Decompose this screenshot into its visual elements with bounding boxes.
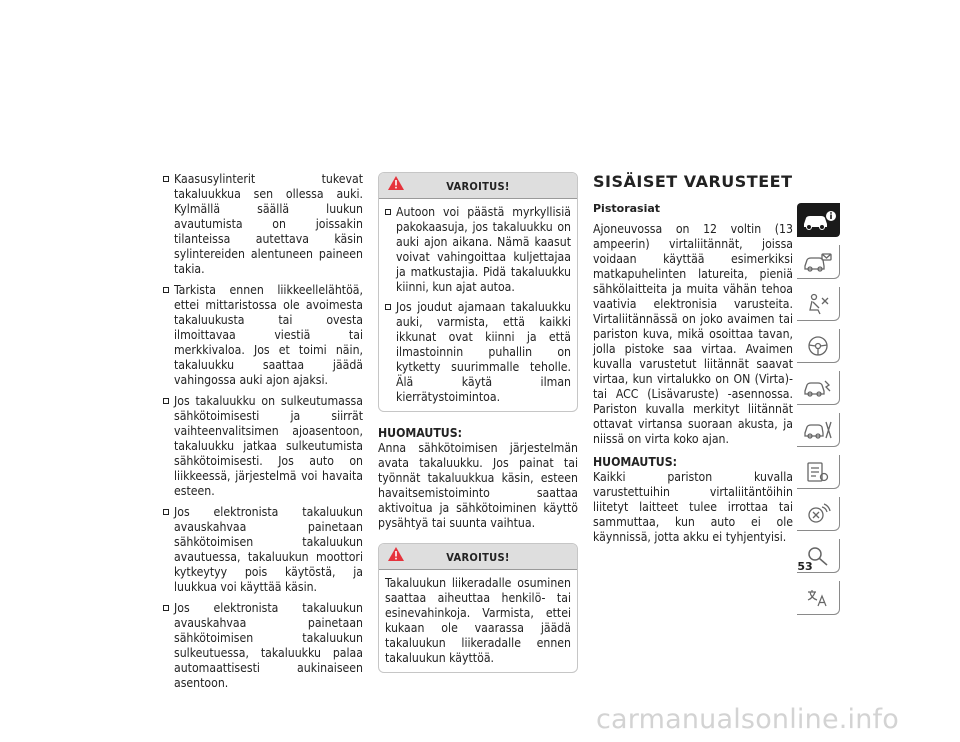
subsection-title: Pistorasiat	[593, 202, 661, 215]
note-heading: HUOMAUTUS:	[378, 426, 462, 440]
tab-emergency[interactable]	[797, 371, 840, 405]
tab-language-index[interactable]	[797, 581, 840, 615]
seat-safety-icon	[802, 292, 834, 316]
warning-box	[378, 543, 578, 673]
language-index-icon	[802, 586, 834, 610]
list-item: Tarkista ennen liikkeellelähtöä, ettei mittaristossa ole avoimesta takaluukusta tai ovesta ilmoittavaa viestiä tai merkkivaloa. Jos et toimi näin, takaluukku saattaa jäädä vahingossa auki ajon ajaksi.	[163, 283, 363, 388]
right-column	[593, 172, 793, 545]
note-text: Anna sähkötoimisen järjestelmän avata takaluukku. Jos painat tai työnnät takaluukkua käsin, esteen havaitsemistoiminto saattaa aktivoitua ja sähkötoiminen käyttö pysähtyä tai suunta vaihtua.	[378, 441, 578, 530]
square-bullet-icon	[163, 287, 169, 293]
middle-column	[378, 172, 578, 687]
tab-starting-driving[interactable]	[797, 329, 840, 363]
list-item: Kaasusylinterit tukevat takaluukkua sen ollessa auki. Kylmällä säällä luukun avautumista on joissakin tilanteissa autettava käsin sylintereiden alentuneen paineen takia.	[163, 172, 363, 277]
page-number: 53	[797, 560, 813, 573]
body-paragraph: Ajoneuvossa on 12 voltin (13 ampeerin) virtaliitännät, joissa voidaan käyttää esimerkiksi matkapuhelinten latureita, pieniä sähkölaitteita ja muita vähän tehoa vaativia elektronisia varusteita. Virtaliitännässä on joko avaimen tai pariston kuva, mikä osoittaa tavan, jolla pistoke saa virtaa. Avaimen kuvalla varustetut liitännät saavat virtaa, kun virtalukko on ON (Virta)- tai ACC (Lisävaruste) -asennossa. Pariston kuvalla merkityt liitännät ottavat virtansa suoraan akusta, ja niissä on virta koko ajan.	[593, 222, 793, 446]
list-item: Jos elektronista takaluukun avauskahvaa painetaan sähkötoimisen takaluukun avautuessa, takaluukun moottori kytkeytyy pois käytöstä, ja luukkua voi käyttää käsin.	[163, 505, 363, 595]
car-service-tools-icon	[802, 418, 834, 442]
warning-header	[379, 173, 577, 199]
square-bullet-icon	[163, 398, 169, 404]
square-bullet-icon	[385, 209, 391, 215]
tab-dashboard-messages[interactable]	[797, 245, 840, 279]
left-column	[163, 172, 363, 697]
warning-box	[378, 172, 578, 412]
tab-safety[interactable]	[797, 287, 840, 321]
square-bullet-icon	[385, 304, 391, 310]
square-bullet-icon	[163, 176, 169, 182]
maintenance-list-icon	[802, 460, 834, 484]
warning-title: VAROITUS!	[446, 180, 510, 193]
warning-title: VAROITUS!	[446, 551, 510, 564]
note-text: Kaikki pariston kuvalla varustettuihin virtaliitäntöihin liitetyt laitteet tulee irrottaa tai sammuttaa, kun auto ei ole käynnissä, jotta akku ei tyhjentyisi.	[593, 470, 793, 544]
square-bullet-icon	[163, 605, 169, 611]
tab-car-info[interactable]	[797, 203, 840, 237]
tab-service[interactable]	[797, 413, 840, 447]
warning-header	[379, 544, 577, 570]
note-heading: HUOMAUTUS:	[593, 455, 677, 469]
dashboard-message-icon	[802, 250, 834, 274]
multimedia-icon	[802, 502, 834, 526]
section-title: SISÄISET VARUSTEET	[593, 172, 793, 191]
car-info-icon	[801, 209, 837, 231]
list-item: Jos takaluukku on sulkeutumassa sähkötoimisesti ja siirrät vaihteenvalitsimen ajoasentoon, takaluukku jatkaa sulkeutumista sähkötoimisesti. Jos auto on liikkeessä, järjestelmä voi havaita esteen.	[163, 394, 363, 499]
list-item: Jos elektronista takaluukun avauskahvaa painetaan sähkötoimisen takaluukun sulkeutuessa, takaluukku palaa automaattisesti aukinaiseen asentoon.	[163, 601, 363, 691]
car-crash-icon	[802, 376, 834, 400]
tab-technical-data[interactable]	[797, 455, 840, 489]
steering-wheel-icon	[802, 334, 834, 358]
tab-multimedia[interactable]	[797, 497, 840, 531]
warning-body	[379, 199, 577, 411]
watermark: carmanualsonline.info	[596, 704, 899, 735]
square-bullet-icon	[163, 509, 169, 515]
list-item: Autoon voi päästä myrkyllisiä pakokaasuja, jos takaluukku on auki ajon aikana. Nämä kaasut voivat vahingoittaa kuljettajaa ja matkustajia. Pidä takaluukku kiinni, kun ajat autoa.	[385, 205, 571, 295]
list-item: Jos joudut ajamaan takaluukku auki, varmista, että kaikki ikkunat ovat kiinni ja että ilmastoinnin puhallin on kytketty suurimmalle teholle. Älä käytä ilman kierrätystoimintoa.	[385, 300, 571, 405]
warning-body: Takaluukun liikeradalle osuminen saattaa aiheuttaa henkilö- tai esinevahinkoja. Varmista, ettei kukaan ole vaarassa jäädä takaluukun liikeradalle ennen takaluukun käyttöä.	[385, 576, 571, 665]
